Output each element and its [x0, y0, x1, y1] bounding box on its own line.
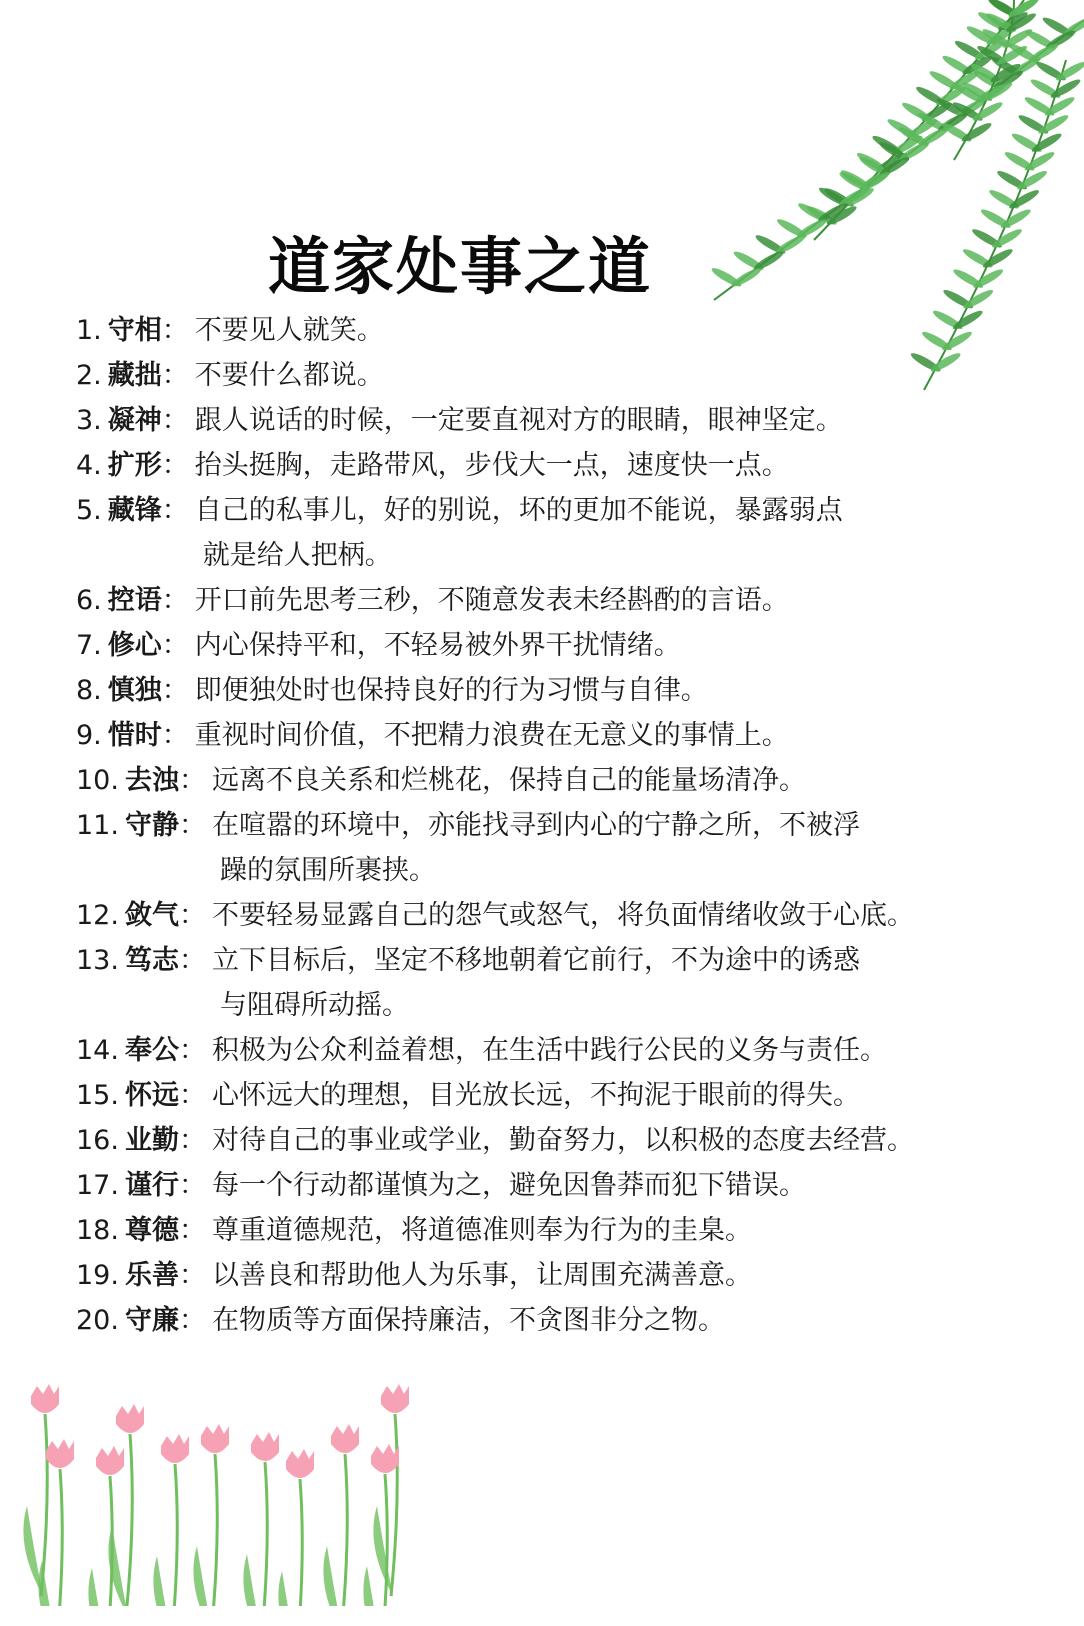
item-colon: ： [161, 630, 189, 661]
item-number: 7. [76, 630, 102, 661]
item-number: 14. [76, 1035, 119, 1066]
description-continuation: 躁的氛围所裹挟。 [219, 855, 436, 886]
item-description [212, 1163, 1016, 1208]
tulip-flower [116, 1404, 144, 1433]
tulip-leaf [363, 1566, 383, 1606]
list-item [76, 668, 1016, 713]
item-heading [76, 758, 212, 803]
tulip-flowers-illustration [0, 1376, 440, 1606]
willow-leaf [1043, 94, 1076, 118]
item-heading [76, 938, 212, 983]
item-colon: ： [178, 1305, 206, 1336]
willow-leaf [1015, 168, 1048, 192]
list-item [76, 1298, 1016, 1343]
description-line: 开口前先思考三秒，不随意发表未经斟酌的言语。 [194, 585, 789, 616]
willow-leaf [941, 53, 974, 77]
item-colon: ： [178, 1080, 206, 1111]
list-item [76, 308, 1016, 353]
item-description [212, 893, 1016, 938]
item-colon: ： [161, 495, 189, 526]
description-line: 自己的私事儿，好的别说，坏的更加不能说，暴露弱点 [194, 495, 843, 526]
willow-leaf [951, 267, 984, 291]
item-description [195, 578, 1016, 623]
item-term: 奉公 [124, 1035, 179, 1066]
tulip-stem [391, 1414, 397, 1596]
tulip-stem [56, 1469, 62, 1606]
item-number: 17. [76, 1170, 119, 1201]
item-colon: ： [178, 765, 206, 796]
tulip-leaf [153, 1556, 173, 1606]
item-description [195, 488, 1016, 578]
willow-leaf [1049, 77, 1082, 101]
tulip-stem [211, 1454, 217, 1606]
item-term: 控语 [107, 585, 162, 616]
item-colon: ： [178, 1260, 206, 1291]
item-term: 慎独 [107, 675, 162, 706]
item-term: 惜时 [107, 720, 162, 751]
item-heading [76, 443, 195, 488]
item-heading [76, 1163, 212, 1208]
description-continuation: 与阻碍所动摇。 [219, 990, 409, 1021]
item-number: 20. [76, 1305, 119, 1336]
description-line: 每一个行动都谨慎为之，避免因鲁莽而犯下错误。 [211, 1170, 806, 1201]
item-colon: ： [161, 405, 189, 436]
item-heading [76, 623, 195, 668]
tulip-flower [46, 1439, 74, 1468]
item-number: 13. [76, 945, 119, 976]
tulip-leaf [243, 1554, 263, 1606]
description-line: 尊重道德规范，将道德准则奉为行为的圭臬。 [211, 1215, 752, 1246]
description-line: 以善良和帮助他人为乐事，让周围充满善意。 [211, 1260, 752, 1291]
item-description [212, 1298, 1016, 1343]
item-term: 尊德 [124, 1215, 179, 1246]
description-line: 内心保持平和，不轻易被外界干扰情绪。 [194, 630, 681, 661]
principles-list [76, 308, 1016, 1343]
description-line: 在喧嚣的环境中，亦能找寻到内心的宁静之所，不被浮 [211, 810, 860, 841]
item-number: 3. [76, 405, 102, 436]
item-term: 修心 [107, 630, 162, 661]
item-colon: ： [178, 1170, 206, 1201]
tulip-leaf [373, 1506, 393, 1596]
description-continuation: 就是给人把柄。 [202, 540, 392, 571]
tulip-stem [296, 1479, 302, 1606]
willow-leaf [928, 68, 961, 92]
item-colon: ： [161, 450, 189, 481]
list-item [76, 1028, 1016, 1073]
item-heading [76, 893, 212, 938]
willow-leaf [999, 207, 1032, 231]
item-colon: ： [161, 585, 189, 616]
willow-leaf [981, 246, 1014, 270]
tulip-leaf [193, 1546, 213, 1606]
list-item [76, 938, 1016, 1028]
tulip-flower [371, 1444, 399, 1473]
item-colon: ： [161, 315, 189, 346]
item-colon: ： [178, 1125, 206, 1156]
item-heading [76, 1298, 212, 1343]
item-term: 笃志 [124, 945, 179, 976]
item-number: 15. [76, 1080, 119, 1111]
description-line: 即便独处时也保持良好的行为习惯与自律。 [194, 675, 708, 706]
willow-leaf [960, 120, 993, 144]
item-heading [76, 668, 195, 713]
list-item [76, 623, 1016, 668]
item-heading [76, 803, 212, 848]
item-term: 谨行 [124, 1170, 179, 1201]
item-heading [76, 1118, 212, 1163]
willow-leaf [990, 226, 1023, 250]
description-line: 心怀远大的理想，目光放长远，不拘泥于眼前的得失。 [211, 1080, 860, 1111]
item-heading [76, 1253, 212, 1298]
item-colon: ： [178, 900, 206, 931]
tulip-flower [286, 1449, 314, 1478]
item-description [212, 1118, 1016, 1163]
willow-leaf [1023, 149, 1056, 173]
item-term: 乐善 [124, 1260, 179, 1291]
page-title: 道家处事之道 [267, 229, 652, 303]
tulip-group [23, 1384, 409, 1606]
item-heading [76, 398, 195, 443]
list-item [76, 713, 1016, 758]
item-description [212, 1253, 1016, 1298]
item-description [212, 1073, 1016, 1118]
item-colon: ： [178, 945, 206, 976]
item-number: 8. [76, 675, 102, 706]
item-heading [76, 1208, 212, 1253]
item-description [195, 713, 1016, 758]
item-number: 9. [76, 720, 102, 751]
item-heading [76, 713, 195, 758]
item-description [212, 1028, 1016, 1073]
item-number: 12. [76, 900, 119, 931]
item-colon: ： [161, 720, 189, 751]
description-line: 远离不良关系和烂桃花，保持自己的能量场清净。 [211, 765, 806, 796]
item-term: 去浊 [124, 765, 179, 796]
item-heading [76, 1073, 212, 1118]
description-line: 不要见人就笑。 [194, 315, 384, 346]
description-line: 在物质等方面保持廉洁，不贪图非分之物。 [211, 1305, 725, 1336]
item-heading [76, 578, 195, 623]
item-term: 扩形 [107, 450, 162, 481]
description-line: 积极为公众利益着想，在生活中践行公民的义务与责任。 [211, 1035, 887, 1066]
item-number: 2. [76, 360, 102, 391]
item-term: 守静 [124, 810, 179, 841]
willow-leaf [971, 267, 1004, 291]
tulip-flower [31, 1384, 59, 1413]
item-description [195, 398, 1016, 443]
item-number: 5. [76, 495, 102, 526]
item-heading [76, 353, 195, 398]
tulip-leaf [38, 1561, 58, 1606]
item-term: 怀远 [124, 1080, 179, 1111]
tulip-flower [331, 1424, 359, 1453]
tulip-flower [161, 1434, 189, 1463]
tulip-leaf [323, 1546, 343, 1606]
willow-leaf [1030, 131, 1063, 155]
tulip-flower [201, 1424, 229, 1453]
description-line: 不要什么都说。 [194, 360, 384, 391]
description-line: 抬头挺胸，走路带风，步伐大一点，速度快一点。 [194, 450, 789, 481]
description-line: 对待自己的事业或学业，勤奋努力，以积极的态度去经营。 [211, 1125, 914, 1156]
list-item [76, 488, 1016, 578]
tulip-flower [381, 1384, 409, 1413]
item-term: 藏锋 [107, 495, 162, 526]
item-description [212, 758, 1016, 803]
item-term: 守相 [107, 315, 162, 346]
item-description [195, 353, 1016, 398]
description-line: 立下目标后，坚定不移地朝着它前行，不为途中的诱惑 [211, 945, 860, 976]
item-number: 19. [76, 1260, 119, 1291]
tulip-flower [96, 1446, 124, 1475]
item-colon: ： [161, 675, 189, 706]
description-line: 不要轻易显露自己的怨气或怒气，将负面情绪收敛于心底。 [211, 900, 914, 931]
item-description [195, 443, 1016, 488]
tulip-stem [341, 1454, 347, 1606]
list-item [76, 398, 1016, 443]
list-item [76, 803, 1016, 893]
item-colon: ： [161, 360, 189, 391]
item-colon: ： [178, 1035, 206, 1066]
item-description [195, 668, 1016, 713]
list-item [76, 443, 1016, 488]
list-item [76, 758, 1016, 803]
item-term: 业勤 [124, 1125, 179, 1156]
item-description [212, 938, 1016, 1028]
item-term: 敛气 [124, 900, 179, 931]
list-item [76, 578, 1016, 623]
item-number: 4. [76, 450, 102, 481]
tulip-stem [261, 1462, 267, 1606]
description-line: 重视时间价值，不把精力浪费在无意义的事情上。 [194, 720, 789, 751]
tulip-flower [251, 1432, 279, 1461]
list-item [76, 1073, 1016, 1118]
willow-leaf [1037, 112, 1070, 136]
item-heading [76, 308, 195, 353]
item-description [212, 803, 1016, 893]
tulip-stem [171, 1464, 177, 1606]
item-colon: ： [178, 1215, 206, 1246]
list-item [76, 1163, 1016, 1208]
list-item [76, 353, 1016, 398]
tulip-leaf [278, 1571, 298, 1606]
item-term: 守廉 [124, 1305, 179, 1336]
tulip-stem [126, 1434, 132, 1606]
item-number: 11. [76, 810, 119, 841]
list-item [76, 1253, 1016, 1298]
item-heading [76, 1028, 212, 1073]
item-description [195, 308, 1016, 353]
item-term: 凝神 [107, 405, 162, 436]
tulip-leaf [88, 1568, 108, 1606]
item-description [195, 623, 1016, 668]
item-number: 6. [76, 585, 102, 616]
item-number: 10. [76, 765, 119, 796]
item-heading [76, 488, 195, 533]
item-number: 16. [76, 1125, 119, 1156]
list-item [76, 1208, 1016, 1253]
item-number: 18. [76, 1215, 119, 1246]
item-colon: ： [178, 810, 206, 841]
description-line: 跟人说话的时候，一定要直视对方的眼睛，眼神坚定。 [194, 405, 843, 436]
item-number: 1. [76, 315, 102, 346]
item-description [212, 1208, 1016, 1253]
list-item [76, 1118, 1016, 1163]
willow-leaf [1054, 59, 1084, 83]
list-item [76, 893, 1016, 938]
item-term: 藏拙 [107, 360, 162, 391]
willow-leaf [1007, 187, 1040, 211]
